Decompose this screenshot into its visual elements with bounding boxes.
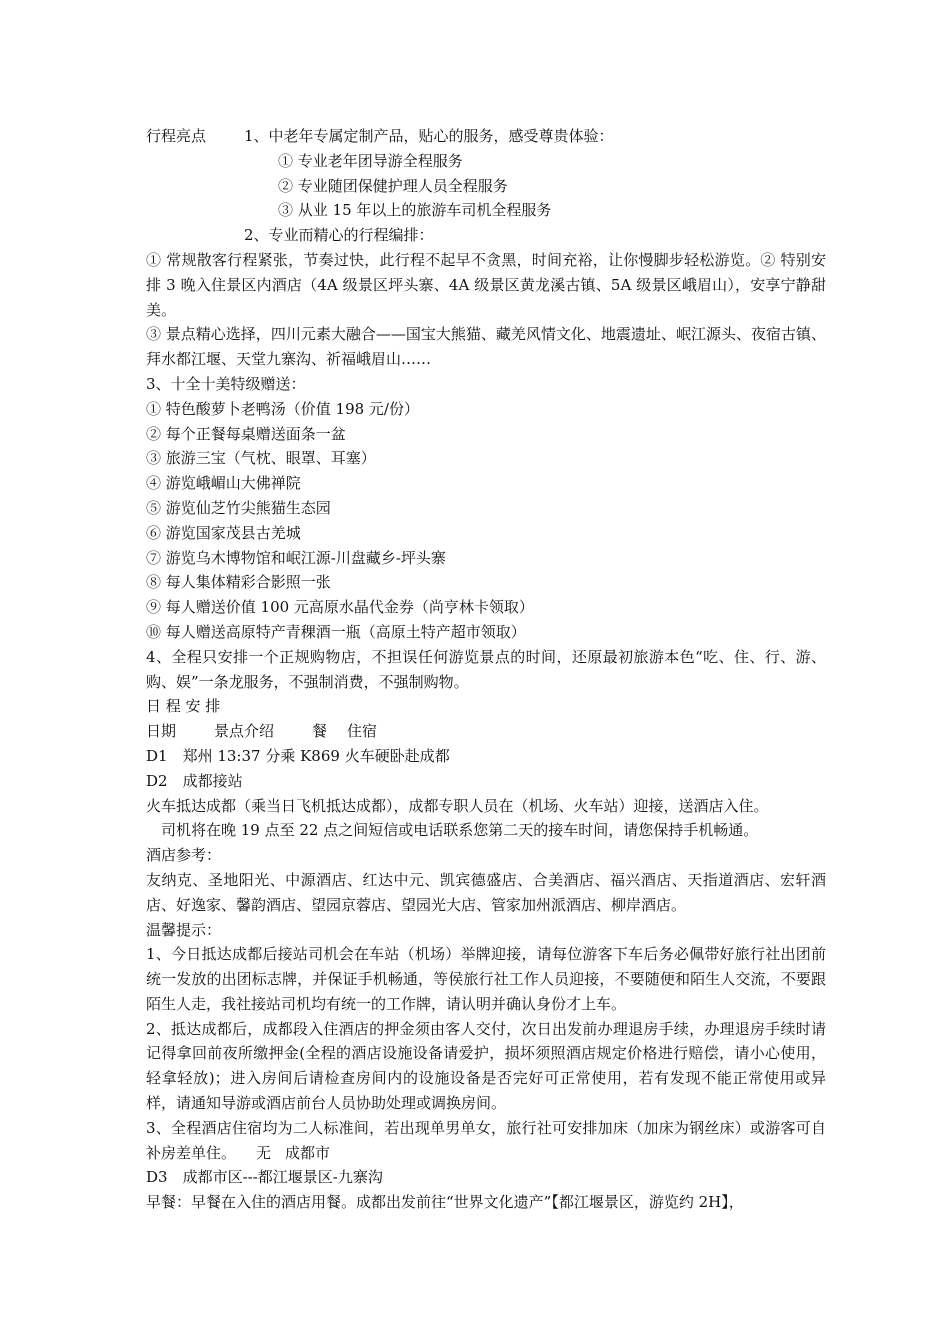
document-page	[146, 124, 826, 1215]
day-2-title: D2 成都接站	[146, 771, 243, 790]
header-meal: 餐	[312, 722, 328, 741]
highlight-2-title: 2、专业而精心的行程编排：	[244, 226, 434, 245]
gift-item: ② 每个正餐每桌赠送面条一盆	[146, 424, 346, 443]
highlight-1-title: 1、中老年专属定制产品，贴心的服务，感受尊贵体验：	[244, 127, 614, 145]
day-2-arrival: 火车抵达成都（乘当日飞机抵达成都），成都专职人员在（机场、火车站）迎接，送酒店入住。	[146, 796, 769, 815]
hotel-label: 酒店参考：	[146, 846, 222, 865]
gift-item: ⑦ 游览乌木博物馆和岷江源-川盘藏乡-坪头寨	[146, 548, 446, 567]
gift-item: ④ 游览峨嵋山大佛禅院	[146, 474, 301, 493]
gift-item: ⑩ 每人赠送高原特产青稞酒一瓶（高原土特产超市领取）	[146, 622, 526, 641]
day-1: D1 郑州 13:37 分乘 K869 火车硬卧赴成都	[146, 746, 450, 765]
gift-item: ⑨ 每人赠送价值 100 元高原水晶代金券（尚亨林卡领取）	[146, 598, 534, 617]
hotel-list: 友纳克、圣地阳光、中源酒店、红达中元、凯宾德盛店、合美酒店、福兴酒店、天指道酒店、宏轩酒店、好逸家、馨韵酒店、望园京蓉店、望园光大店、管家加州派酒店、柳岸酒店。	[146, 870, 826, 914]
header-stay: 住宿	[347, 722, 378, 741]
day-2-stay: 成都市	[285, 1143, 331, 1162]
day-3-title: D3 成都市区---都江堰景区-九寨沟	[146, 1168, 383, 1187]
highlight-1-item: ② 专业随团保健护理人员全程服务	[278, 176, 508, 195]
highlight-1-item: ③ 从业 15 年以上的旅游车司机全程服务	[278, 201, 552, 220]
highlights-label: 行程亮点	[146, 127, 207, 145]
day-2-driver-contact: 司机将在晚 19 点至 22 点之间短信或电话联系您第二天的接车时间，请您保持手机畅通。	[161, 821, 759, 840]
gift-item: ⑤ 游览仙芝竹尖熊猫生态园	[146, 498, 331, 517]
header-date: 日期	[146, 722, 177, 741]
gift-item: ③ 旅游三宝（气枕、眼罩、耳塞）	[146, 449, 376, 468]
tip-paragraph: 2、抵达成都后，成都段入住酒店的押金须由客人交付，次日出发前办理退房手续，办理退房手续时请记得拿回前夜所缴押金(全程的酒店设施设备请爱护，损坏须照酒店规定价格进行赔偿，请小心使用，轻拿轻放)；进入房间后请检查房间内的设施设备是否完好可正常使用，若有发现不能正常使用或异样，请通知导游或酒店前台人员协助处理或调换房间。	[146, 1019, 826, 1113]
gift-item: ⑧ 每人集体精彩合影照一张	[146, 573, 331, 592]
tip-paragraph: 1、今日抵达成都后接站司机会在车站（机场）举牌迎接，请每位游客下车后务必佩带好旅行社出团前统一发放的出团标志牌，并保证手机畅通，等侯旅行社工作人员迎接，不要随便和陌生人交流，不要跟陌生人走，我社接站司机均有统一的工作牌，请认明并确认身份才上车。	[146, 945, 826, 1013]
highlight-3-title: 3、十全十美特级赠送：	[146, 374, 306, 393]
highlight-2-paragraph: ③ 景点精心选择，四川元素大融合——国宝大熊猫、藏羌风情文化、地震遗址、岷江源头、夜宿古镇、拜水都江堰、天堂九寨沟、祈福峨眉山……	[146, 325, 826, 369]
highlight-1-item: ① 专业老年团导游全程服务	[278, 151, 463, 170]
tips-label: 温馨提示：	[146, 920, 222, 939]
gift-item: ① 特色酸萝卜老鸭汤（价值 198 元/份）	[146, 399, 419, 418]
day-3-breakfast: 早餐：早餐在入住的酒店用餐。成都出发前往“世界文化遗产”【都江堰景区，游览约 2H】，	[146, 1193, 744, 1212]
tip-paragraph	[146, 1116, 826, 1166]
schedule-title: 日 程 安 排	[146, 697, 221, 716]
highlight-4-paragraph: 4、全程只安排一个正规购物店，不担误任何游览景点的时间，还原最初旅游本色“吃、住、行、游、购、娱”一条龙服务，不强制消费，不强制购物。	[146, 647, 826, 691]
highlight-2-paragraph: ① 常规散客行程紧张，节奏过快，此行程不起早不贪黑，时间充裕，让你慢脚步轻松游览。② 特别安排 3 晚入住景区内酒店（4A 级景区坪头寨、4A 级景区黄龙溪古镇、5A 级景区峨眉山），安享宁静甜美。	[146, 250, 826, 319]
header-sights: 景点介绍	[214, 722, 275, 741]
gift-item: ⑥ 游览国家茂县古羌城	[146, 523, 301, 542]
tip-3-text: 3、全程酒店住宿均为二人标准间，若出现单男单女，旅行社可安排加床（加床为钢丝床）或游客可自补房差单住。	[146, 1118, 826, 1162]
highlights-heading-line	[146, 124, 826, 149]
schedule-header-row	[146, 719, 826, 744]
day-2-meal: 无	[256, 1143, 272, 1162]
